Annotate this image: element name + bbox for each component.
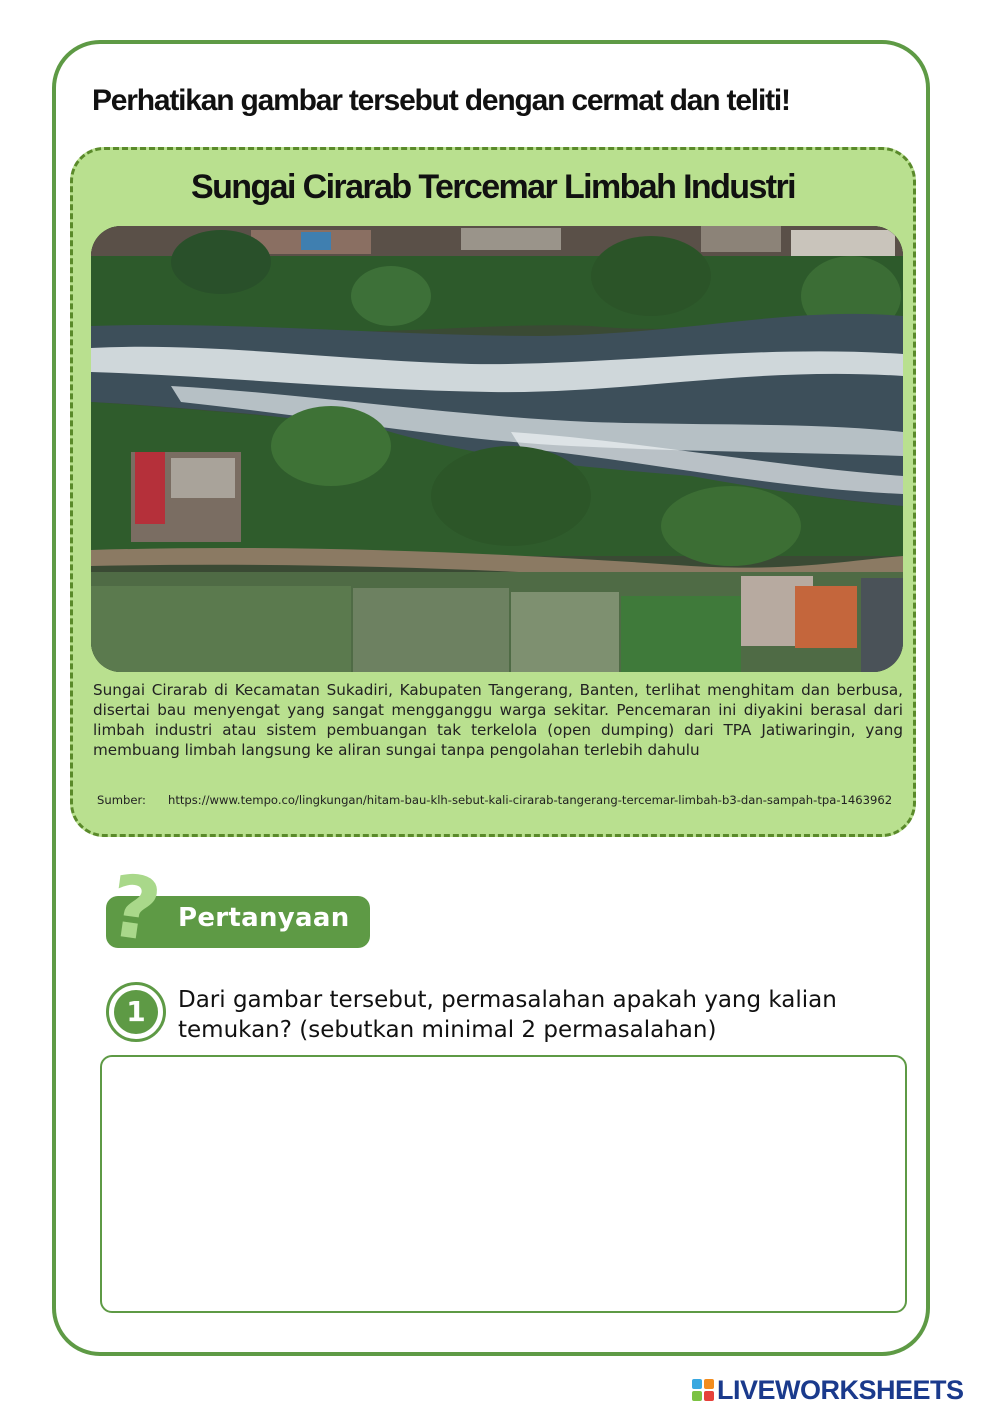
brand-name: LIVEWORKSHEETS (717, 1374, 964, 1405)
news-title: Sungai Cirarab Tercemar Limbah Industri (191, 168, 795, 206)
questions-header (103, 856, 372, 962)
liveworksheets-brand[interactable] (692, 1376, 964, 1404)
news-card (70, 147, 916, 837)
questions-label: Pertanyaan (178, 903, 350, 933)
question-text: Dari gambar tersebut, permasalahan apakah yang kalian temukan? (sebutkan minimal 2 permasalahan) (178, 987, 837, 1043)
news-body: Sungai Cirarab di Kecamatan Sukadiri, Kabupaten Tangerang, Banten, terlihat menghitam dan berbusa, disertai bau menyengat yang sangat mengganggu warga sekitar. Pencemaran ini diyakini berasal dari limbah industri atau sistem pembuangan tak terkelola (open dumping) dari TPA Jatiwaringin, yang membuang limbah langsung ke aliran sungai tanpa pengolahan terlebih dahulu (93, 681, 903, 759)
river-photo (91, 226, 903, 672)
question-number-badge (106, 982, 166, 1042)
instruction-heading: Perhatikan gambar tersebut dengan cermat dan teliti! (92, 84, 790, 117)
source-url[interactable]: https://www.tempo.co/lingkungan/hitam-bau-klh-sebut-kali-cirarab-tangerang-tercemar-limbah-b3-dan-sampah-tpa-1463962 (167, 793, 893, 807)
news-source (97, 792, 897, 808)
source-label: Sumber: (97, 793, 146, 807)
liveworksheets-logo-icon (692, 1379, 714, 1401)
answer-textarea[interactable] (100, 1055, 907, 1313)
question-number: 1 (114, 990, 158, 1034)
question-mark-icon: ? (103, 856, 167, 962)
